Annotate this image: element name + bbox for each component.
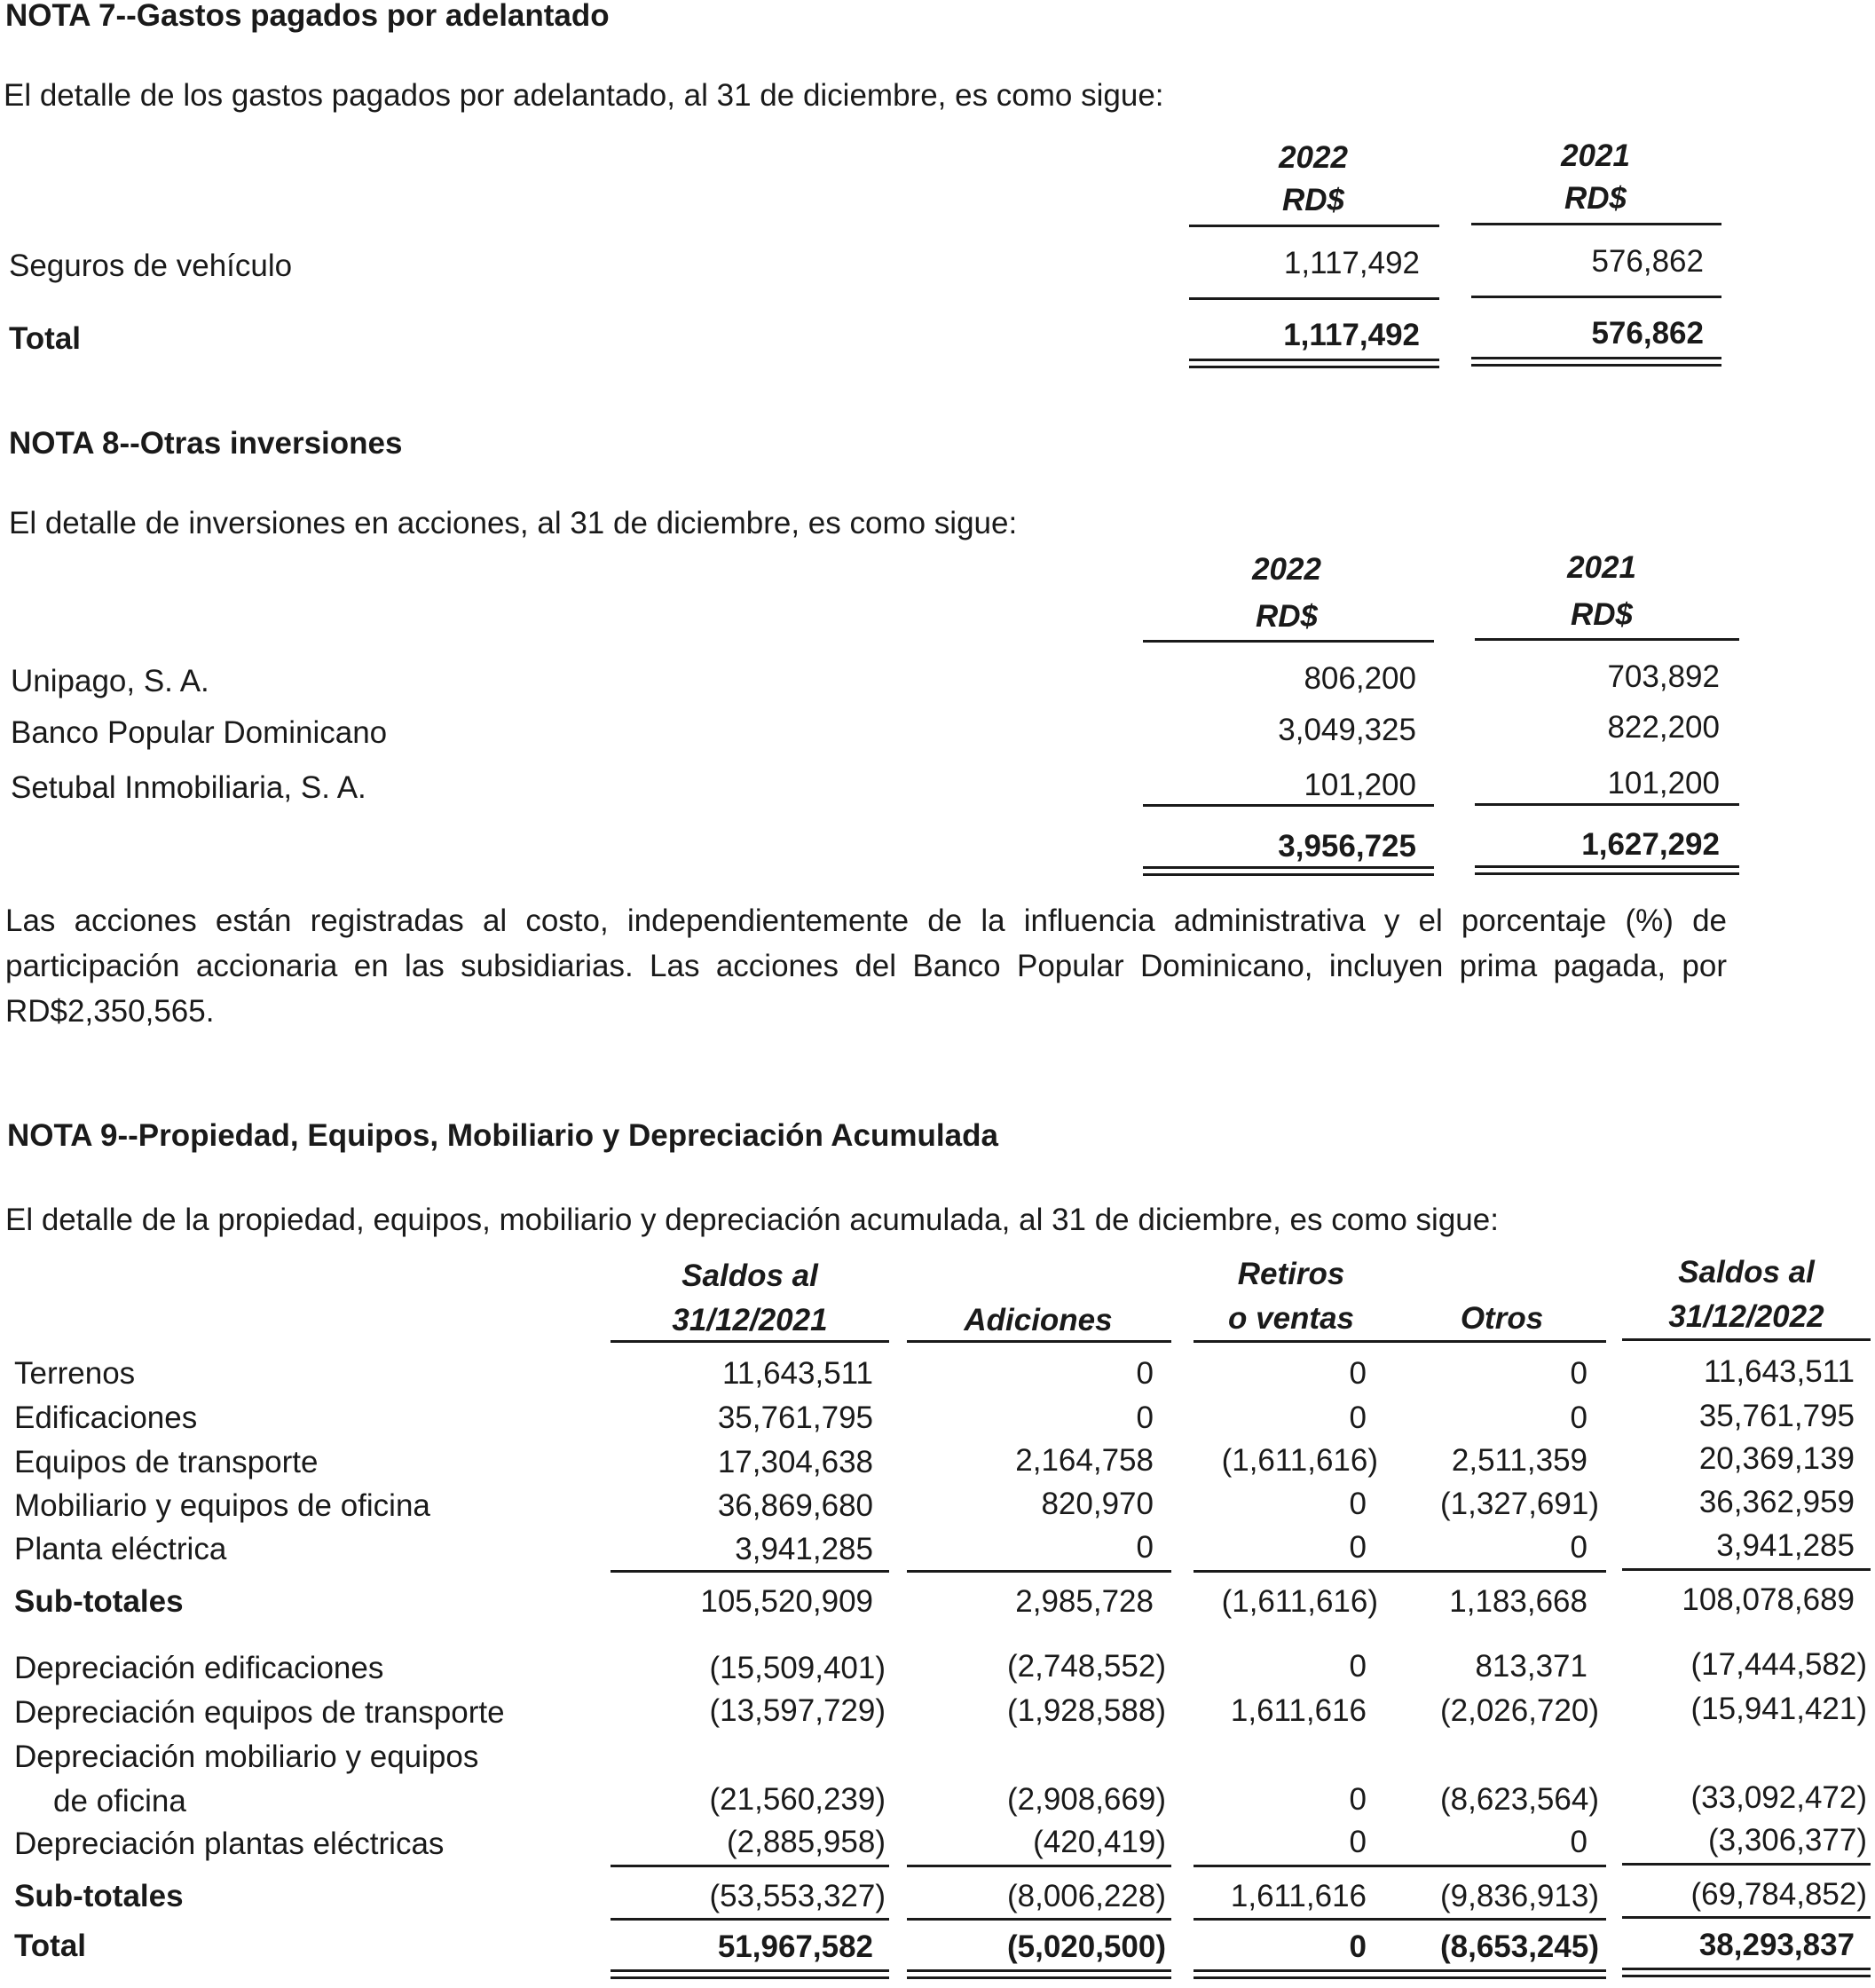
nota8-total-double-rule-2021 — [1475, 865, 1739, 875]
nota9-row-retiros: 0 — [1349, 1649, 1367, 1684]
nota9-total-saldo-2022: 38,293,837 — [1698, 1928, 1855, 1962]
nota9-row-retiros: 0 — [1349, 1400, 1367, 1435]
nota9-row-otros: (2,026,720) — [1439, 1693, 1599, 1728]
nota9-header-saldos-2022-line2: 31/12/2022 — [1668, 1299, 1824, 1334]
nota7-row-label: Seguros de vehículo — [9, 248, 293, 283]
nota9-subtotal-label: Sub-totales — [14, 1584, 184, 1619]
nota8-total-double-rule-2022 — [1143, 866, 1434, 876]
nota9-row-saldo-2022: (33,092,472) — [1690, 1780, 1867, 1815]
nota9-row-adiciones: 2,164,758 — [1015, 1443, 1154, 1478]
nota7-header-underline-2021 — [1471, 223, 1721, 225]
nota9-row-label: Depreciación equipos de transporte — [14, 1695, 505, 1730]
nota9-header-underline — [907, 1340, 1171, 1343]
nota9-header-underline — [1194, 1340, 1402, 1343]
nota9-subtotal-rule — [1400, 1570, 1606, 1573]
nota9-header-retiros-line2: o ventas — [1228, 1301, 1354, 1336]
nota7-rule-2022 — [1189, 297, 1439, 300]
nota9-total-rule — [611, 1918, 889, 1921]
nota9-total-rule — [907, 1918, 1171, 1921]
nota9-intro: El detalle de la propiedad, equipos, mobiliario y depreciación acumulada, al 31 de diciembre, es como sigue: — [5, 1203, 1499, 1237]
nota8-row-value-2022: 101,200 — [1304, 768, 1416, 802]
nota9-total-double-rule — [611, 1969, 889, 1979]
nota9-subtotal-saldo-2021: (53,553,327) — [709, 1879, 886, 1913]
nota9-header-underline — [1622, 1338, 1871, 1341]
nota9-row-label: Terrenos — [14, 1356, 136, 1391]
nota8-intro: El detalle de inversiones en acciones, al 31 de diciembre, es como sigue: — [9, 506, 1018, 540]
nota9-subtotal-rule — [1194, 1570, 1402, 1573]
nota9-total-double-rule — [907, 1969, 1171, 1979]
nota9-row-saldo-2021: 36,869,680 — [717, 1488, 873, 1523]
nota9-row-saldo-2022: 36,362,959 — [1698, 1485, 1855, 1519]
nota9-row-otros: 0 — [1570, 1530, 1587, 1565]
nota9-total-double-rule — [1194, 1969, 1402, 1979]
nota9-row-saldo-2022: (17,444,582) — [1690, 1647, 1867, 1682]
nota9-row-adiciones: (2,908,669) — [1006, 1782, 1166, 1817]
nota9-row-label: Depreciación mobiliario y equipos — [14, 1740, 479, 1774]
nota9-total-otros: (8,653,245) — [1439, 1929, 1599, 1964]
nota9-subtotal-otros: 1,183,668 — [1449, 1584, 1587, 1619]
nota7-row-value-2021: 576,862 — [1591, 244, 1704, 279]
nota8-header-underline-2021 — [1475, 638, 1739, 641]
nota9-row-otros: 813,371 — [1475, 1649, 1587, 1684]
nota8-rule-2022 — [1143, 804, 1434, 807]
nota9-total-rule — [1194, 1918, 1402, 1921]
nota9-header-adiciones: Adiciones — [964, 1303, 1113, 1337]
nota9-total-double-rule — [1622, 1968, 1871, 1977]
nota9-header-otros: Otros — [1460, 1301, 1544, 1336]
nota9-subtotal-rule — [1622, 1568, 1871, 1571]
nota7-col-2021-year: 2021 — [1561, 138, 1630, 173]
nota8-total-2021: 1,627,292 — [1581, 827, 1720, 862]
nota9-row-label-continued: de oficina — [53, 1784, 186, 1818]
nota9-row-label: Depreciación plantas eléctricas — [14, 1826, 445, 1861]
nota7-row-value-2022: 1,117,492 — [1283, 246, 1420, 280]
nota8-row-value-2021: 703,892 — [1607, 659, 1720, 694]
nota9-subtotal-retiros: (1,611,616) — [1221, 1584, 1378, 1619]
nota9-subtotal-rule — [1194, 1865, 1402, 1867]
nota8-row-value-2022: 3,049,325 — [1278, 713, 1416, 747]
nota9-subtotal-saldo-2022: (69,784,852) — [1690, 1877, 1867, 1912]
nota9-total-rule — [1400, 1918, 1606, 1921]
nota9-subtotal-retiros: 1,611,616 — [1230, 1879, 1367, 1913]
nota9-subtotal-rule — [1622, 1863, 1871, 1866]
nota9-row-label: Edificaciones — [14, 1400, 198, 1435]
nota9-total-adiciones: (5,020,500) — [1006, 1929, 1166, 1964]
nota9-total-label: Total — [14, 1929, 87, 1963]
nota9-row-saldo-2021: (21,560,239) — [709, 1782, 886, 1817]
nota9-row-saldo-2021: 17,304,638 — [717, 1445, 873, 1479]
nota9-row-saldo-2022: (15,941,421) — [1690, 1692, 1867, 1726]
nota9-subtotal-adiciones: (8,006,228) — [1006, 1879, 1166, 1913]
nota7-total-2022: 1,117,492 — [1283, 318, 1420, 352]
nota7-intro: El detalle de los gastos pagados por adelantado, al 31 de diciembre, es como sigue: — [4, 78, 1164, 113]
nota8-title: NOTA 8--Otras inversiones — [9, 426, 403, 461]
nota7-col-2021-currency: RD$ — [1564, 181, 1627, 216]
nota9-total-retiros: 0 — [1349, 1929, 1367, 1964]
nota9-subtotal-adiciones: 2,985,728 — [1015, 1584, 1154, 1619]
nota9-row-retiros: 0 — [1349, 1782, 1367, 1817]
nota9-row-saldo-2021: 11,643,511 — [722, 1356, 873, 1391]
nota9-row-saldo-2021: (13,597,729) — [709, 1693, 886, 1728]
nota9-subtotal-rule — [907, 1570, 1171, 1573]
nota8-row-value-2021: 101,200 — [1607, 766, 1720, 801]
nota9-row-retiros: 0 — [1349, 1487, 1367, 1521]
nota9-row-adiciones: 820,970 — [1041, 1487, 1154, 1521]
nota8-row-label: Unipago, S. A. — [11, 664, 209, 698]
nota9-title: NOTA 9--Propiedad, Equipos, Mobiliario y Depreciación Acumulada — [7, 1118, 998, 1153]
nota9-header-saldos-2021-line1: Saldos al — [681, 1258, 818, 1293]
nota9-total-double-rule — [1400, 1969, 1606, 1979]
nota9-row-adiciones: 0 — [1136, 1356, 1154, 1391]
nota8-row-value-2022: 806,200 — [1304, 661, 1416, 696]
nota9-header-saldos-2022-line1: Saldos al — [1678, 1255, 1815, 1290]
nota7-total-double-rule-2022 — [1189, 359, 1439, 368]
nota9-row-label: Depreciación edificaciones — [14, 1651, 384, 1685]
nota9-row-saldo-2021: (15,509,401) — [709, 1651, 886, 1685]
nota9-row-otros: 2,511,359 — [1451, 1443, 1587, 1478]
nota9-row-saldo-2022: 3,941,285 — [1716, 1528, 1855, 1563]
nota8-total-2022: 3,956,725 — [1278, 829, 1416, 864]
nota9-subtotal-label: Sub-totales — [14, 1879, 184, 1913]
nota9-subtotal-saldo-2021: 105,520,909 — [700, 1584, 873, 1619]
nota9-row-adiciones: 0 — [1136, 1530, 1154, 1565]
nota9-row-retiros: 0 — [1349, 1530, 1367, 1565]
nota8-col-2022-year: 2022 — [1252, 552, 1321, 587]
nota9-row-adiciones: (2,748,552) — [1006, 1649, 1166, 1684]
nota9-row-saldo-2022: 11,643,511 — [1704, 1354, 1855, 1389]
nota8-row-label: Banco Popular Dominicano — [11, 715, 388, 750]
nota7-col-2022-currency: RD$ — [1281, 183, 1345, 217]
nota9-row-adiciones: 0 — [1136, 1400, 1154, 1435]
nota9-subtotal-rule — [1400, 1865, 1606, 1867]
nota8-col-2021-currency: RD$ — [1570, 597, 1634, 632]
nota9-subtotal-rule — [611, 1570, 889, 1573]
nota9-row-saldo-2022: 20,369,139 — [1698, 1441, 1855, 1476]
nota9-row-label: Equipos de transporte — [14, 1445, 319, 1479]
nota8-col-2021-year: 2021 — [1567, 550, 1636, 585]
nota9-row-retiros: 1,611,616 — [1230, 1693, 1367, 1728]
nota7-rule-2021 — [1471, 296, 1721, 298]
nota9-row-otros: 0 — [1570, 1356, 1587, 1391]
nota9-row-saldo-2021: 35,761,795 — [717, 1400, 873, 1435]
nota9-header-underline — [611, 1340, 889, 1343]
nota9-subtotal-rule — [611, 1865, 889, 1867]
nota7-header-underline-2022 — [1189, 225, 1439, 227]
nota9-subtotal-rule — [907, 1865, 1171, 1867]
nota9-row-adiciones: (420,419) — [1033, 1825, 1166, 1859]
nota9-row-label: Mobiliario y equipos de oficina — [14, 1488, 430, 1523]
nota8-row-label: Setubal Inmobiliaria, S. A. — [11, 770, 366, 805]
nota7-title: NOTA 7--Gastos pagados por adelantado — [5, 0, 610, 33]
nota8-row-value-2021: 822,200 — [1607, 710, 1720, 745]
nota8-paragraph: Las acciones están registradas al costo, independientemente de la influencia administrativa y el porcentaje (%) de participación accionaria en las subsidiarias. Las acciones del Banco Popular Dominicano, incluyen prima pagada, por RD$2,350,565. — [5, 903, 1727, 1029]
nota9-row-saldo-2021: (2,885,958) — [726, 1825, 886, 1859]
nota7-total-2021: 576,862 — [1591, 316, 1704, 351]
nota9-row-otros: (8,623,564) — [1439, 1782, 1599, 1817]
nota8-header-underline-2022 — [1143, 640, 1434, 643]
nota9-row-adiciones: (1,928,588) — [1006, 1693, 1166, 1728]
nota9-total-saldo-2021: 51,967,582 — [717, 1929, 873, 1964]
nota8-rule-2021 — [1475, 803, 1739, 806]
nota9-row-retiros: 0 — [1349, 1356, 1367, 1391]
nota9-header-retiros-line1: Retiros — [1237, 1257, 1345, 1291]
nota9-subtotal-saldo-2022: 108,078,689 — [1682, 1582, 1855, 1617]
nota7-total-label: Total — [9, 321, 82, 356]
nota9-row-saldo-2022: (3,306,377) — [1707, 1823, 1867, 1858]
nota9-row-otros: 0 — [1570, 1825, 1587, 1859]
nota9-row-otros: (1,327,691) — [1439, 1487, 1599, 1521]
nota9-subtotal-otros: (9,836,913) — [1439, 1879, 1599, 1913]
nota7-col-2022-year: 2022 — [1279, 140, 1348, 175]
nota9-row-label: Planta eléctrica — [14, 1532, 227, 1566]
nota9-total-rule — [1622, 1916, 1871, 1919]
nota7-total-double-rule-2021 — [1471, 357, 1721, 367]
nota9-row-otros: 0 — [1570, 1400, 1587, 1435]
nota8-col-2022-currency: RD$ — [1255, 599, 1319, 634]
nota9-row-saldo-2021: 3,941,285 — [735, 1532, 873, 1566]
nota9-row-retiros: (1,611,616) — [1221, 1443, 1378, 1478]
nota9-row-saldo-2022: 35,761,795 — [1698, 1399, 1855, 1433]
nota9-header-underline — [1400, 1340, 1606, 1343]
nota9-row-retiros: 0 — [1349, 1825, 1367, 1859]
nota9-header-saldos-2021-line2: 31/12/2021 — [672, 1303, 828, 1337]
